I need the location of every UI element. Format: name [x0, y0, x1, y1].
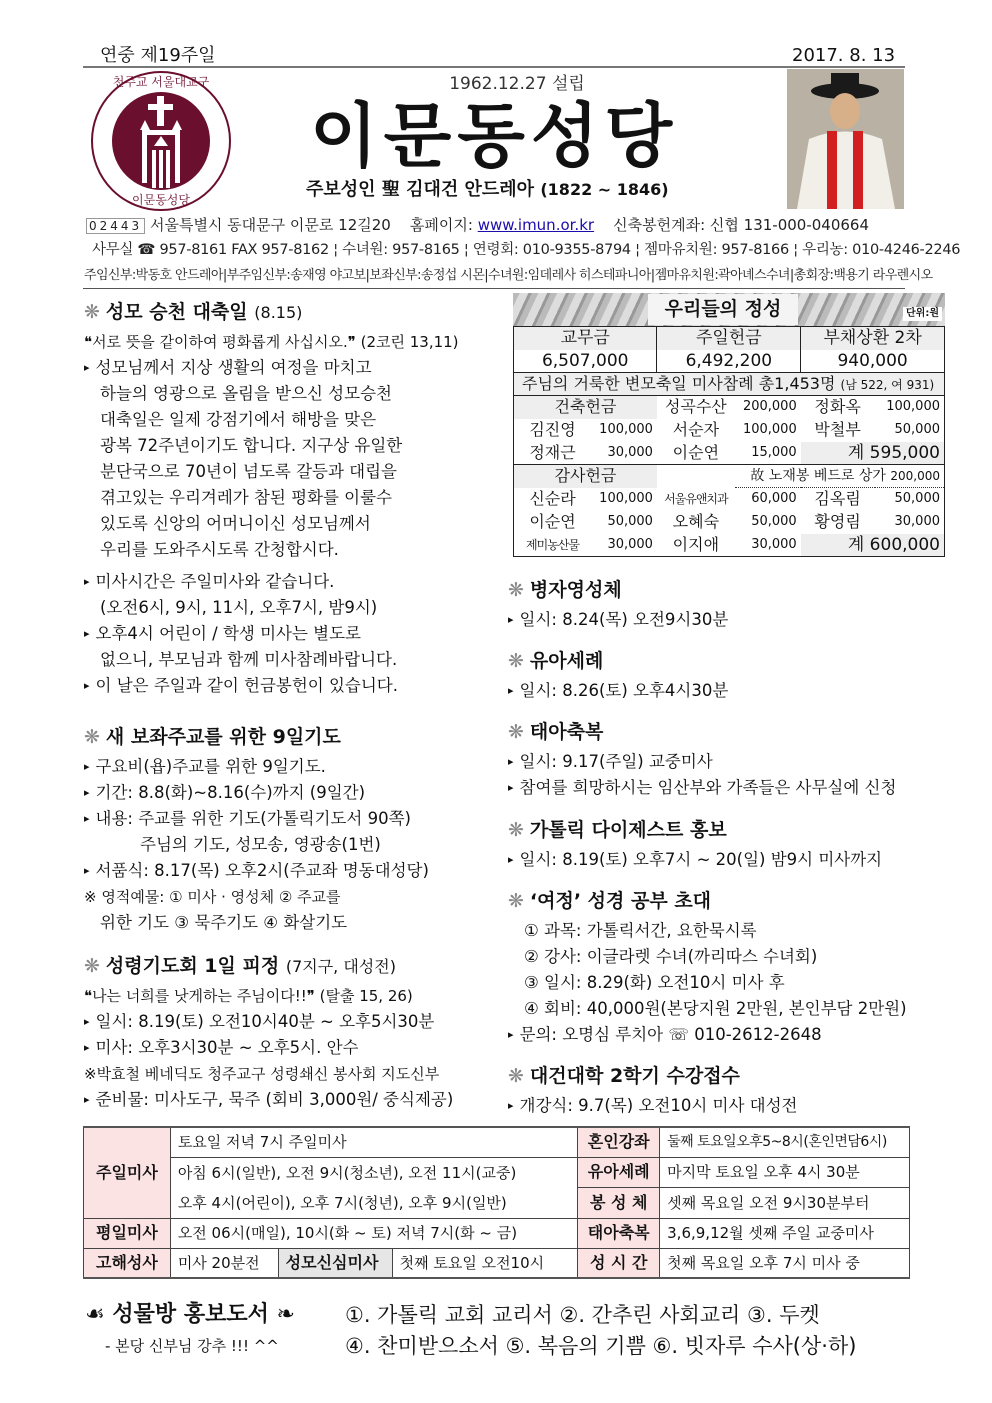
office-phone: 사무실 ☎ 957-8161 FAX 957-8162	[92, 242, 329, 258]
section-title: 병자영성체	[529, 579, 622, 601]
offerings-title: 우리들의 정성	[648, 294, 798, 325]
section-title: 태아축복	[529, 721, 604, 743]
section-line: ※박효철 베네딕도 청주교구 성령쇄신 봉사회 지도신부	[84, 1065, 440, 1083]
left-section	[84, 722, 429, 936]
donor-amount: 60,000	[751, 491, 797, 507]
sparkle-icon: ❋	[508, 819, 524, 841]
section-line: ▸ 일시: 8.24(목) 오전9시30분	[508, 607, 728, 633]
divider	[83, 66, 905, 68]
section-line: 우리를 도와주시도록 간청합시다.	[100, 540, 339, 559]
offering-row	[514, 534, 945, 557]
section-line: ※ 영적예물: ① 미사 · 영성체 ② 주교를	[84, 888, 341, 906]
svg-text:천주교 서울대교구: 천주교 서울대교구	[112, 75, 210, 89]
section-heading	[84, 297, 459, 327]
staff: 부주임신부:송재영 야고보	[226, 268, 366, 283]
section-line: ▸ 준비물: 미사도구, 묵주 (회비 3,000원/ 중식제공)	[84, 1087, 453, 1113]
donor-name: 서울유앤치과	[664, 492, 728, 506]
donor-amount: 50,000	[751, 514, 797, 529]
offering-row	[514, 511, 945, 534]
value-cell: 6,507,000	[514, 350, 657, 373]
section-heading	[84, 722, 429, 752]
section-heading	[508, 886, 907, 916]
marian-mass: 첫째 토요일 오전10시	[392, 1248, 578, 1278]
label: 유아세례	[578, 1157, 660, 1188]
info-line-1	[86, 214, 869, 237]
homepage-label: 홈페이지:	[409, 216, 473, 234]
header-cell: 부채상환 2차	[801, 327, 945, 350]
header-cell: 주일헌금	[657, 327, 801, 350]
farm-phone: 우리농: 010-4246-2246	[802, 242, 961, 258]
sparkle-icon: ❋	[508, 579, 524, 601]
donor-amount: 50,000	[894, 491, 940, 507]
book-list-1: ①. 가톨릭 교회 교리서 ②. 간추린 사회교리 ③. 두켓	[345, 1303, 820, 1327]
offering-row	[514, 465, 945, 488]
section-line: ▸ 미사: 오후3시30분 ~ 오후5시. 안수	[84, 1035, 453, 1061]
donor-amount: 50,000	[607, 514, 653, 529]
section-line: ② 강사: 이글라렛 수녀(까리따스 수녀회)	[524, 947, 818, 966]
offering-label: 건축헌금	[514, 396, 657, 419]
book-list-2: ④. 찬미받으소서 ⑤. 복음의 기쁨 ⑥. 빗자루 수사(상·하)	[345, 1334, 857, 1358]
sparkle-icon: ❋	[84, 955, 100, 977]
sunday-mass-2	[170, 1157, 577, 1218]
label: 태아축복	[578, 1218, 660, 1248]
memorial-amount: 200,000	[890, 469, 940, 483]
issue-date: 2017. 8. 13	[792, 45, 896, 66]
donor-amount: 100,000	[599, 422, 653, 437]
patron-saint	[306, 178, 669, 202]
patron-name: 주보성인 聖 김대건 안드레아	[306, 179, 535, 200]
divider	[83, 288, 905, 289]
value: 셋째 목요일 오전 9시30분부터	[660, 1188, 910, 1219]
established-date: 1962.12.27 설립	[449, 74, 585, 94]
section-line: (오전6시, 9시, 11시, 오후7시, 밤9시)	[100, 598, 378, 617]
left-section	[84, 297, 459, 699]
sparkle-icon: ❋	[508, 1065, 524, 1087]
section-note: (7지구, 대성전)	[285, 957, 396, 976]
saint-portrait	[787, 69, 904, 209]
sunday-morning: 아침 6시(일반), 오전 9시(청소년), 오전 11시(교중)	[177, 1163, 517, 1182]
label: 성 시 간	[578, 1248, 660, 1278]
section-line: ▸ 이 날은 주일과 같이 헌금봉헌이 있습니다.	[84, 673, 459, 699]
sparkle-icon: ❋	[508, 721, 524, 743]
offering-row	[514, 442, 945, 465]
sparkle-icon: ❋	[508, 890, 524, 912]
section-heading	[84, 951, 453, 981]
donor-amount: 100,000	[742, 422, 797, 437]
account: 신축봉헌계좌: 신협 131-000-040664	[613, 216, 869, 234]
section-line: ▸ 일시: 8.26(토) 오후4시30분	[508, 678, 728, 704]
section-line: ❝서로 뜻을 같이하여 평화롭게 사십시오.❞ (2코린 13,11)	[84, 333, 459, 351]
memorial-offering	[735, 465, 945, 488]
section-line: ④ 회비: 40,000원(본당지원 2만원, 본인부담 2만원)	[524, 999, 907, 1018]
donor-name: 김진영	[529, 420, 576, 439]
section-heading	[508, 646, 728, 676]
liturgical-week: 연중 제19주일	[100, 45, 216, 66]
postal-code: 02443	[86, 218, 145, 234]
section-title: ‘여정’ 성경 공부 초대	[529, 890, 712, 912]
convent-phone: 수녀원: 957-8165	[342, 242, 460, 258]
unit-label: 단위:원	[903, 307, 942, 321]
donor-amount: 30,000	[751, 536, 797, 552]
label: 봉 성 체	[578, 1188, 660, 1219]
section-line: ▸ 일시: 8.19(토) 오후7시 ~ 20(일) 밤9시 미사까지	[508, 847, 882, 873]
offering-label: 감사헌금	[514, 465, 657, 488]
section-line: ▸ 기간: 8.8(화)~8.16(수)까지 (9일간)	[84, 780, 429, 806]
offering-row	[514, 396, 945, 419]
confession: 미사 20분전	[170, 1248, 278, 1278]
section-title: 새 보좌주교를 위한 9일기도	[105, 726, 341, 748]
donor-name: 신순라	[529, 489, 576, 508]
label: 혼인강좌	[578, 1127, 660, 1157]
section-line: ▸ 오후4시 어린이 / 학생 미사는 별도로	[84, 621, 459, 647]
bookstore-title-text: 성물방 홍보도서	[112, 1302, 269, 1327]
section-title: 유아세례	[529, 650, 604, 672]
ornament-icon: ☙	[85, 1302, 105, 1327]
label-marian: 성모신심미사	[278, 1248, 392, 1278]
donor-amount: 50,000	[894, 422, 940, 437]
donor-amount: 15,000	[751, 444, 797, 460]
sparkle-icon: ❋	[84, 726, 100, 748]
value-cell: 940,000	[801, 350, 945, 373]
offering-total: 계 595,000	[801, 442, 945, 465]
value: 둘째 토요일오후5~8시(혼인면담6시)	[660, 1127, 910, 1157]
section-title: 가톨릭 다이제스트 홍보	[529, 819, 727, 841]
section-heading	[508, 575, 728, 605]
staff-line: 주임신부:박동호 안드레아|부주임신부:송재영 야고보|보좌신부:송정섭 시몬|수녀원:임데레사 히스테파니아|젬마유치원:곽아녜스수녀|총회장:백용기 라우렌시오	[84, 268, 933, 283]
section-line: ▸ 성모님께서 지상 생활의 여정을 마치고	[84, 355, 459, 381]
attendance-detail: (남 522, 여 931)	[840, 377, 935, 392]
offering-total: 계 600,000	[801, 534, 945, 557]
attendance-total: 주님의 거룩한 변모축일 미사참례 총1,453명	[522, 373, 836, 393]
staff: 젬마유치원:곽아녜스수녀	[654, 268, 790, 283]
sparkle-icon: ❋	[84, 301, 100, 323]
right-section	[508, 886, 907, 1048]
info-line-2: 사무실 ☎ 957-8161 FAX 957-8162 ¦ 수녀원: 957-8165 ¦ 연령회: 010-9355-8794 ¦ 젬마유치원: 957-8166 ¦ 우리농: 010-4246-2246	[92, 242, 961, 258]
funeral-phone: 연령회: 010-9355-8794	[472, 242, 631, 258]
donor-name: 이지애	[672, 534, 720, 554]
right-section	[508, 646, 728, 704]
section-note: (8.15)	[254, 303, 303, 322]
offerings-table	[513, 326, 945, 557]
offering-row	[514, 488, 945, 511]
offerings-banner	[513, 293, 945, 326]
section-line: 하늘의 영광으로 올림을 받으신 성모승천	[100, 384, 392, 403]
bookstore-title	[85, 1300, 295, 1330]
section-line: ▸ 서품식: 8.17(목) 오후2시(주교좌 명동대성당)	[84, 858, 429, 884]
donor-amount: 200,000	[735, 396, 801, 419]
donor-name: 이순연	[672, 442, 720, 462]
staff: 주임신부:박동호 안드레아	[84, 268, 223, 283]
header-cell: 교무금	[514, 327, 657, 350]
section-line: 없으니, 부모님과 함께 미사참례바랍니다.	[100, 650, 398, 669]
section-line: ▸ 개강식: 9.7(목) 오전10시 미사 대성전	[508, 1093, 797, 1119]
section-line: ▸ 일시: 8.19(토) 오전10시40분 ~ 오후5시30분	[84, 1009, 453, 1035]
bookstore-subtitle: - 본당 신부님 강추 !!! ^^	[105, 1337, 279, 1355]
section-line: 위한 기도 ③ 묵주기도 ④ 화살기도	[100, 913, 348, 932]
section-title: 성모 승천 대축일	[105, 301, 248, 323]
donor-name: 이순연	[529, 512, 576, 531]
value: 마지막 토요일 오후 4시 30분	[660, 1157, 910, 1188]
sunday-afternoon: 오후 4시(어린이), 오후 7시(청년), 오후 9시(일반)	[177, 1193, 507, 1212]
section-line: ❝나는 너희를 낫게하는 주님이다!!❞ (탈출 15, 26)	[84, 987, 413, 1005]
section-line: 있도록 신앙의 어머니이신 성모님께서	[100, 514, 371, 533]
section-heading	[508, 1061, 797, 1091]
attendance	[514, 373, 945, 396]
church-name: 이문동성당	[310, 95, 679, 177]
donor-name: 정화옥	[801, 396, 875, 419]
staff: 총회장:백용기 라우렌시오	[793, 268, 933, 283]
sparkle-icon: ❋	[508, 650, 524, 672]
left-section	[84, 951, 453, 1113]
donor-name: 오혜숙	[672, 512, 720, 531]
donor-amount: 100,000	[599, 491, 653, 506]
label-sunday: 주일미사	[84, 1127, 171, 1218]
sunday-mass-1: 토요일 저녁 7시 주일미사	[170, 1127, 577, 1157]
mass-schedule-table	[83, 1126, 910, 1279]
weekday-mass: 오전 06시(매일), 10시(화 ~ 토) 저녁 7시(화 ~ 금)	[170, 1218, 577, 1248]
section-heading	[508, 815, 882, 845]
section-line: 대축일은 일제 강점기에서 해방을 맞은	[100, 410, 377, 429]
section-line: 광복 72주년이기도 합니다. 지구상 유일한	[100, 436, 403, 455]
section-line: ▸ 미사시간은 주일미사와 같습니다.	[84, 569, 459, 595]
section-heading	[508, 717, 896, 747]
section-line: ▸ 구요비(욥)주교를 위한 9일기도.	[84, 754, 429, 780]
section-title: 성령기도회 1일 피정	[105, 955, 280, 977]
donor-name: 제미농산물	[526, 537, 580, 552]
section-line: ③ 일시: 8.29(화) 오전10시 미사 후	[524, 973, 785, 992]
staff: 보좌신부:송정섭 시몬	[369, 268, 485, 283]
donor-name: 성곡수산	[657, 396, 735, 419]
donor-amount: 30,000	[894, 514, 940, 529]
donor-amount: 30,000	[607, 444, 653, 460]
donor-amount: 100,000	[875, 396, 945, 419]
label-weekday: 평일미사	[84, 1218, 171, 1248]
section-line: ▸ 참여를 희망하시는 임산부와 가족들은 사무실에 신청	[508, 775, 896, 801]
donor-name: 김옥림	[814, 489, 861, 509]
right-section	[508, 717, 896, 801]
memorial-name: 故 노재봉 베드로 상가	[750, 468, 886, 484]
section-line: ① 과목: 가톨릭서간, 요한묵시록	[524, 921, 757, 940]
ornament-icon: ❧	[276, 1302, 295, 1327]
right-section	[508, 575, 728, 633]
section-line: ▸ 일시: 9.17(주일) 교중미사	[508, 749, 896, 775]
offering-row	[514, 419, 945, 442]
donor-amount: 30,000	[607, 536, 653, 552]
right-section	[508, 1061, 797, 1119]
right-section	[508, 815, 882, 873]
section-line: 분단국으로 70년이 넘도록 갈등과 대립을	[100, 462, 397, 481]
label-confession: 고해성사	[84, 1248, 171, 1278]
section-title: 대건대학 2학기 수강접수	[529, 1065, 740, 1087]
section-line: 겪고있는 우리겨레가 참된 평화를 이룰수	[100, 488, 392, 507]
donor-name: 정재근	[529, 442, 576, 462]
value: 3,6,9,12월 셋째 주일 교중미사	[660, 1218, 910, 1248]
kindergarten-phone: 젬마유치원: 957-8166	[644, 242, 789, 258]
homepage-link[interactable]: www.imun.or.kr	[477, 216, 595, 234]
value: 첫째 목요일 오후 7시 미사 중	[660, 1248, 910, 1278]
svg-text:이문동성당: 이문동성당	[132, 193, 190, 207]
section-line: 주님의 기도, 성모송, 영광송(1번)	[140, 835, 381, 854]
donor-name: 서순자	[672, 420, 720, 439]
patron-years: (1822 ~ 1846)	[540, 180, 669, 199]
empty-cell	[657, 465, 735, 488]
section-line: ▸ 문의: 오명심 루치아 ☏ 010-2612-2648	[508, 1022, 907, 1048]
donor-name: 황영림	[814, 512, 861, 531]
donor-name: 박철부	[814, 420, 861, 439]
staff: 수녀원:임데레사 히스테파니아	[488, 268, 651, 283]
section-line: ▸ 내용: 주교를 위한 기도(가톨릭기도서 90쪽)	[84, 806, 429, 832]
address: 서울특별시 동대문구 이문로 12길20	[149, 216, 391, 234]
value-cell: 6,492,200	[657, 350, 801, 373]
offerings-box	[513, 293, 945, 557]
